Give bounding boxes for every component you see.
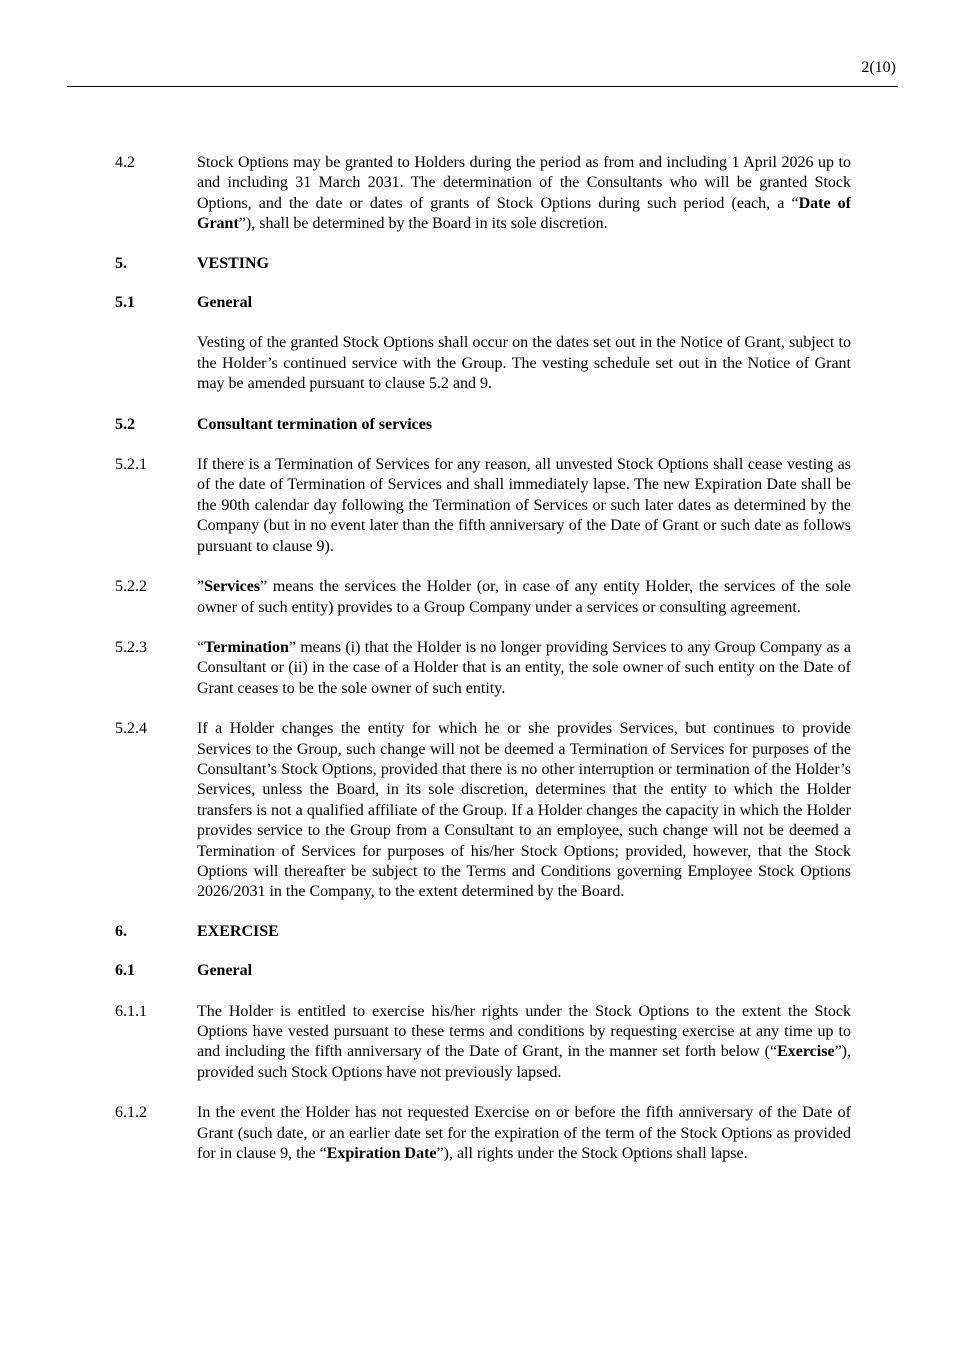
clause-title: General bbox=[197, 294, 253, 312]
text-run: ” means (i) that the Holder is no longer providing Services to any Group Company as a Consultant or (ii) in the case of a Holder that is an entity, the sole owner of such entity on the Date of Grant ceases to be the sole owner of such entity. bbox=[197, 638, 851, 697]
clause-6-1-2 bbox=[115, 1103, 851, 1164]
clause-number: 6.1 bbox=[115, 962, 135, 980]
defined-term: Termination bbox=[204, 638, 289, 656]
clause-5-2-2 bbox=[115, 577, 851, 618]
defined-term: Expiration Date bbox=[326, 1145, 437, 1163]
clause-4-2 bbox=[115, 153, 851, 235]
clause-5-1-heading bbox=[115, 293, 851, 313]
text-run: “ bbox=[197, 638, 205, 656]
text-run: Stock Options may be granted to Holders during the period as from and including 1 April 2026 up to and including 31 March 2031. The determination of the Consultants who will be granted Stock Options, and the date or dates of grants of Stock Options during such period (each, a “ bbox=[197, 154, 851, 212]
defined-term: Services bbox=[204, 578, 261, 596]
section-5-heading bbox=[115, 254, 851, 274]
document-body bbox=[115, 153, 851, 1164]
text-run: ”), all rights under the Stock Options shall lapse. bbox=[436, 1145, 748, 1163]
section-6-heading bbox=[115, 922, 851, 942]
clause-text: If there is a Termination of Services for any reason, all unvested Stock Options shall cease vesting as of the date of Termination of Services and shall immediately lapse. The new Expiration Date shall be the 90th calendar day following the Termination of Services or such later dates as determined by the Company (but in no event later than the fifth anniversary of the Date of Grant or such date as follows pursuant to clause 9). bbox=[197, 456, 851, 555]
clause-number: 5.2.2 bbox=[115, 578, 147, 596]
text-run: ”), shall be determined by the Board in its sole discretion. bbox=[238, 215, 608, 233]
clause-number: 5.2.4 bbox=[115, 720, 147, 738]
clause-6-1-heading bbox=[115, 961, 851, 981]
clause-text bbox=[197, 1103, 851, 1164]
text-run: In the event the Holder has not requested Exercise on or before the fifth anniversary of the Date of Grant (such date, or an earlier date set for the expiration of the term of the Stock Options as provided for in clause 9, the “ bbox=[197, 1104, 851, 1163]
clause-text bbox=[197, 153, 851, 235]
clause-number: 4.2 bbox=[115, 154, 135, 171]
clause-5-2-heading bbox=[115, 415, 851, 435]
text-run: ” means the services the Holder (or, in case of any entity Holder, the services of the sole owner of such entity) provides to a Group Company under a services or consulting agreement. bbox=[197, 578, 851, 616]
clause-title: Consultant termination of services bbox=[197, 415, 433, 433]
clause-5-2-1 bbox=[115, 455, 851, 557]
defined-term: Exercise bbox=[777, 1043, 835, 1061]
clause-title: General bbox=[197, 962, 253, 980]
page-number: 2(10) bbox=[861, 59, 896, 76]
section-number: 5. bbox=[115, 254, 127, 272]
clause-text: If a Holder changes the entity for which he or she provides Services, but continues to provide Services to the Group, such change will not be deemed a Termination of Services for purposes of the Consultant’s Stock Options, provided that there is no other interruption or termination of the Holder’s Services, unless the Board, in its sole discretion, determines that the entity to which the Holder transfers is not a qualified affiliate of the Group. If a Holder changes the capacity in which the Holder provides service to the Group from a Consultant to an employee, such change will not be deemed a Termination of Services for purposes of his/her Stock Options; provided, however, that the Stock Options will thereafter be subject to the Terms and Conditions governing Employee Stock Options 2026/2031 in the Company, to the extent determined by the Board. bbox=[197, 720, 851, 901]
clause-5-2-4 bbox=[115, 719, 851, 903]
clause-text: Vesting of the granted Stock Options shall occur on the dates set out in the Notice of Grant, subject to the Holder’s continued service with the Group. The vesting schedule set out in the Notice of Grant may be amended pursuant to clause 5.2 and 9. bbox=[197, 334, 851, 393]
clause-number: 5.2.1 bbox=[115, 456, 147, 474]
clause-number: 6.1.2 bbox=[115, 1104, 147, 1122]
text-run: ”), provided such Stock Options have not previously lapsed. bbox=[197, 1043, 851, 1081]
text-run: The Holder is entitled to exercise his/her rights under the Stock Options to the extent the Stock Options have vested pursuant to these terms and conditions by requesting exercise at any time up to and including the fifth anniversary of the Date of Grant, in the manner set forth below (“ bbox=[197, 1002, 851, 1061]
clause-text bbox=[197, 638, 851, 699]
clause-6-1-1 bbox=[115, 1002, 851, 1084]
section-number: 6. bbox=[115, 922, 127, 940]
clause-number: 5.2.3 bbox=[115, 638, 147, 656]
text-run: ” bbox=[197, 578, 205, 596]
section-title: VESTING bbox=[197, 254, 270, 272]
defined-term: Date of Grant bbox=[197, 194, 852, 233]
clause-number: 6.1.1 bbox=[115, 1002, 147, 1020]
clause-5-1-body bbox=[115, 333, 851, 394]
page-header bbox=[67, 0, 898, 87]
clause-number: 5.2 bbox=[115, 415, 135, 433]
section-title: EXERCISE bbox=[197, 922, 279, 940]
clause-text bbox=[197, 1002, 851, 1084]
clause-number: 5.1 bbox=[115, 294, 135, 312]
clause-text bbox=[197, 577, 851, 618]
clause-5-2-3 bbox=[115, 638, 851, 699]
